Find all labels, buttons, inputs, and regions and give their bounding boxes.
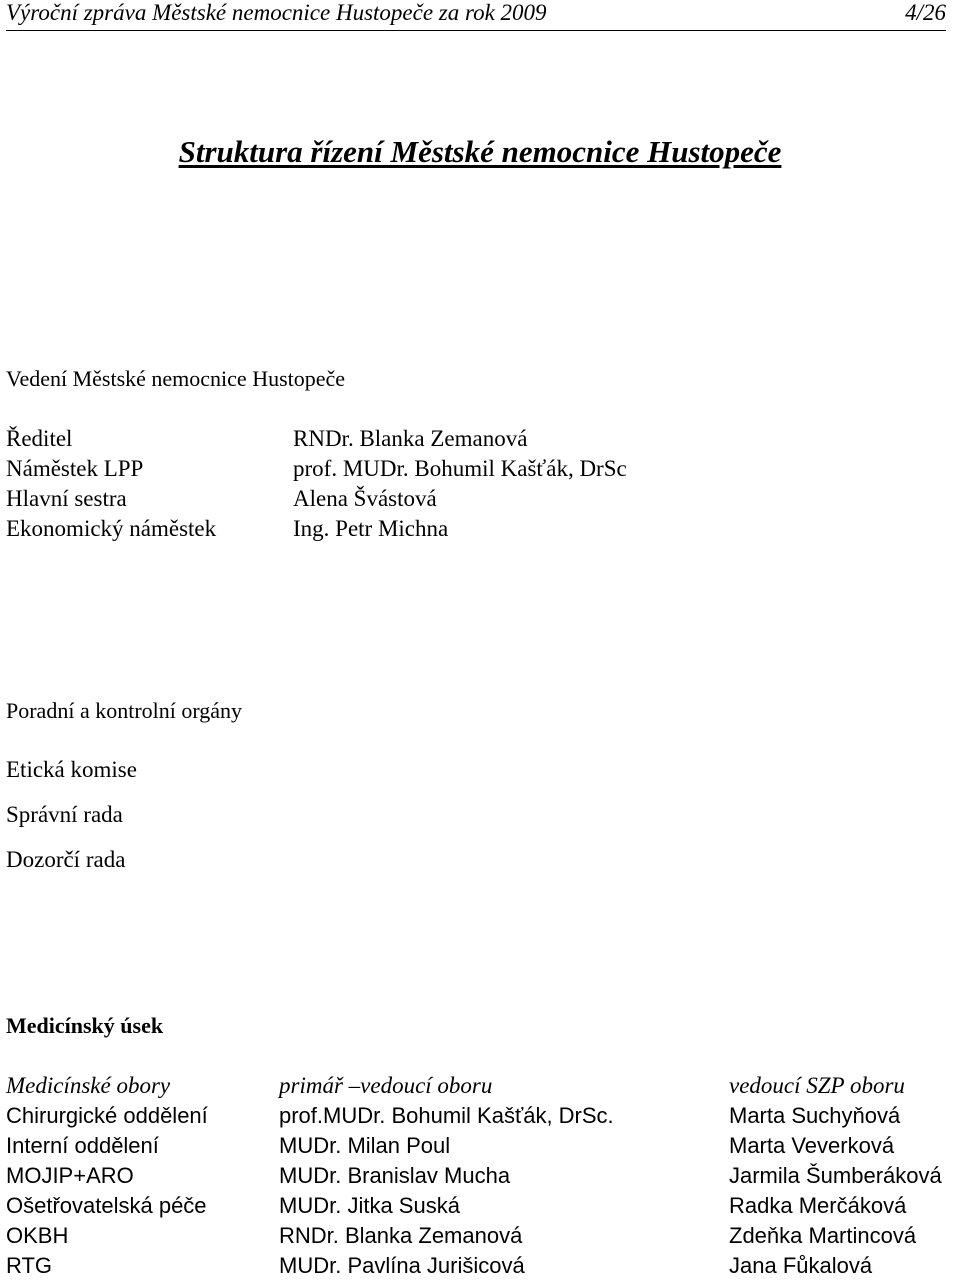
medical-row-field: MOJIP+ARO	[6, 1163, 134, 1188]
management-name-deputy-lpp: prof. MUDr. Bohumil Kašťák, DrSc	[293, 456, 627, 481]
advisory-item-supervisory: Dozorčí rada	[6, 847, 126, 872]
header-page-number: 4/26	[905, 0, 946, 25]
advisory-item-ethics: Etická komise	[6, 757, 137, 782]
management-role-director: Ředitel	[6, 426, 73, 451]
medical-column-header-field: Medicínské obory	[6, 1073, 171, 1098]
medical-row-nurse: Marta Suchyňová	[729, 1103, 901, 1128]
medical-column-header-chief: primář –vedoucí oboru	[279, 1073, 493, 1098]
medical-row-chief: MUDr. Branislav Mucha	[279, 1163, 511, 1188]
medical-row-chief: RNDr. Blanka Zemanová	[279, 1223, 523, 1248]
medical-row-nurse: Zdeňka Martincová	[729, 1223, 917, 1248]
medical-row-chief: MUDr. Milan Poul	[279, 1133, 451, 1158]
medical-heading: Medicínský úsek	[6, 1013, 164, 1038]
advisory-item-board: Správní rada	[6, 802, 123, 827]
medical-column-header-nurse: vedoucí SZP oboru	[729, 1073, 905, 1098]
advisory-heading: Poradní a kontrolní orgány	[6, 698, 243, 723]
medical-row-chief: MUDr. Pavlína Jurišicová	[279, 1253, 525, 1278]
management-role-deputy-lpp: Náměstek LPP	[6, 456, 144, 481]
management-name-head-nurse: Alena Švástová	[293, 486, 437, 511]
management-heading: Vedení Městské nemocnice Hustopeče	[6, 366, 346, 391]
medical-row-field: RTG	[6, 1253, 53, 1278]
medical-row-field: Interní oddělení	[6, 1133, 159, 1158]
medical-row-field: Chirurgické oddělení	[6, 1103, 208, 1128]
document-title: Struktura řízení Městské nemocnice Hustopeče	[178, 134, 782, 169]
management-role-economic-deputy: Ekonomický náměstek	[6, 516, 217, 541]
management-role-head-nurse: Hlavní sestra	[6, 486, 127, 511]
medical-row-nurse: Jana Fůkalová	[729, 1253, 873, 1278]
management-name-director: RNDr. Blanka Zemanová	[293, 426, 528, 451]
medical-row-field: OKBH	[6, 1223, 69, 1248]
running-header	[6, 0, 946, 31]
medical-row-nurse: Radka Merčáková	[729, 1193, 907, 1218]
medical-row-nurse: Marta Veverková	[729, 1133, 895, 1158]
medical-row-chief: prof.MUDr. Bohumil Kašťák, DrSc.	[279, 1103, 614, 1128]
medical-row-field: Ošetřovatelská péče	[6, 1193, 207, 1218]
medical-row-chief: MUDr. Jitka Suská	[279, 1193, 460, 1218]
management-name-economic-deputy: Ing. Petr Michna	[293, 516, 449, 541]
header-title: Výroční zpráva Městské nemocnice Hustopeče za rok 2009	[6, 0, 547, 25]
medical-row-nurse: Jarmila Šumberáková	[729, 1163, 942, 1188]
